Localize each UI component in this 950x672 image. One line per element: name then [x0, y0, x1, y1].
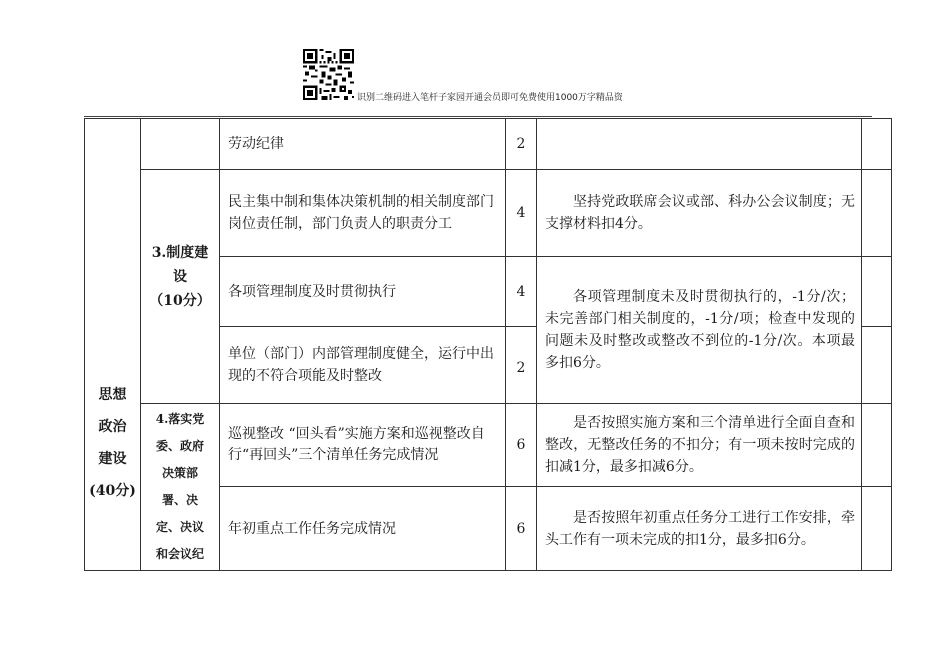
table-border — [861, 326, 892, 327]
score-cell: 2 — [516, 136, 526, 152]
group-line: （10分） — [149, 292, 211, 309]
item-cell: 单位（部门）内部管理制度健全，运行中出现的不符合项能及时整改 — [228, 346, 494, 384]
category-line: 建设 — [98, 451, 127, 467]
item-cell: 民主集中制和集体决策机制的相关制度部门岗位责任制，部门负责人的职责分工 — [228, 194, 494, 232]
group-line: 决策部 — [161, 466, 198, 480]
banner-text: 识别二维码进入笔杆子家园开通会员即可免费使用1000万字精品资 — [357, 93, 623, 103]
group-cell — [141, 170, 219, 403]
rule-cell — [537, 170, 861, 256]
group-line: 委、政府 — [155, 439, 204, 453]
table-border — [861, 118, 862, 571]
group-line: 设 — [173, 268, 187, 285]
rule-text: 是否按照年初重点任务分工进行工作安排，牵头工作有一项未完成的扣1分，最多扣6分。 — [545, 509, 855, 548]
group-line: 署、决 — [161, 493, 198, 507]
group-cell — [141, 404, 219, 570]
category-line: 政治 — [98, 419, 127, 435]
group-line: 定、决议 — [155, 520, 204, 534]
score-cell: 6 — [516, 520, 526, 537]
item-cell: 巡视整改 “回头看”实施方案和巡视整改自行“再回头”三个清单任务完成情况 — [228, 426, 485, 463]
rule-text: 各项管理制度未及时贯彻执行的，-1分/次；未完善部门相关制度的，-1分/项；检查中发现的问题未及时整改或整改不到位的-1分/次。本项最多扣6分。 — [545, 289, 855, 371]
item-cell: 各项管理制度及时贯彻执行 — [228, 283, 396, 300]
rule-cell — [537, 404, 861, 486]
rule-text: 是否按照实施方案和三个清单进行全面自查和整改，无整改任务的不扣分；有一项未按时完成的扣减1分，最多扣减6分。 — [545, 415, 855, 475]
item-cell: 劳动纪律 — [228, 136, 284, 152]
table-border — [891, 118, 892, 571]
score-cell: 4 — [516, 283, 526, 300]
category-cell — [85, 119, 140, 570]
score-cell: 4 — [516, 205, 526, 221]
item-cell: 年初重点工作任务完成情况 — [228, 520, 396, 537]
category-line: 思想 — [98, 387, 127, 403]
rule-cell — [537, 487, 861, 570]
table-border — [84, 570, 892, 571]
score-cell: 2 — [516, 360, 526, 376]
rule-cell — [537, 257, 861, 403]
group-line: 4.落实党 — [155, 412, 205, 426]
score-cell: 6 — [516, 437, 526, 453]
category-line: (40分) — [89, 483, 136, 499]
group-line: 3.制度建 — [151, 244, 209, 261]
rule-text: 坚持党政联席会议或部、科办公会议制度；无支撑材料扣4分。 — [545, 194, 855, 232]
group-line: 和会议纪 — [155, 547, 204, 561]
